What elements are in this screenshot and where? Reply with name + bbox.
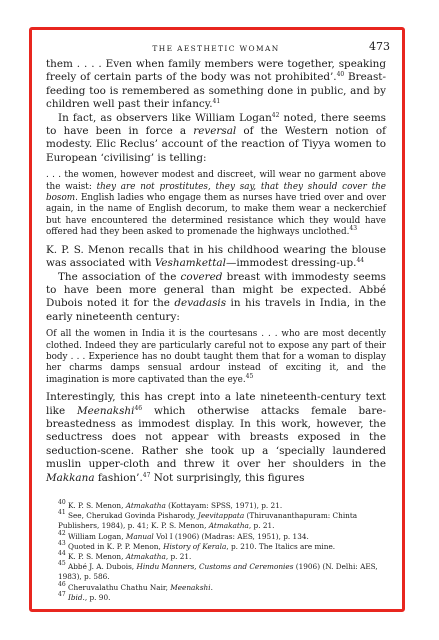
footnote-number: 43 — [58, 539, 66, 547]
text-run: Cheruvalathu Chathu Nair, — [65, 582, 171, 592]
footnote-number: 47 — [58, 590, 66, 598]
text-run: K. P. S. Menon recalls that in his childhood wearing the blouse was associated with — [46, 243, 386, 270]
footnote-number: 41 — [58, 509, 66, 517]
text-run: (Kottayam: SPSS, 1971), p. 21. — [165, 501, 283, 510]
text-run: The association of the — [58, 270, 181, 283]
italic-run: History of Kerala — [163, 541, 227, 551]
footnote-46 — [46, 580, 386, 593]
footnote-ref[interactable]: 41 — [212, 98, 221, 106]
italic-run: Veshamkettal — [154, 257, 226, 270]
italic-run: Jeevitappata — [197, 511, 245, 521]
text-run: K. P. S. Menon, — [65, 501, 126, 510]
italic-run: reversal — [193, 125, 237, 138]
italic-run: Atmakatha — [125, 501, 166, 510]
text-run: fashion’. — [94, 471, 143, 484]
page-header — [46, 38, 390, 58]
text-run: breast with immodesty seems to have been more general than might be expected. Abbé Dubois noted it for the — [46, 270, 386, 310]
text-run: —immodest dressing-up. — [225, 257, 357, 270]
text-run: (Thiruvananthapuram: Chinta Publishers, 1984), p. 41; K. P. S. Menon, — [58, 511, 358, 531]
page-content — [46, 38, 390, 603]
text-run: Breast-feeding too is remembered as something done in public, and by children well past their infancy. — [46, 71, 386, 111]
footnote-number: 42 — [58, 529, 66, 537]
footnote-ref[interactable]: 44 — [356, 257, 365, 265]
footnote-ref[interactable]: 46 — [134, 404, 143, 412]
text-run: (1906) (N. Delhi: AES, 1983), p. 586. — [58, 562, 378, 582]
text-run: . English ladies who engage them as nurses have tried over and over again, in the name of English decorum, to make them wear a neckerchief but have encountered the determined resistance which they would have offered had they been asked to promenade the highways unclothed. — [46, 193, 386, 238]
footnote-47 — [46, 590, 386, 603]
italic-run: Ibid — [67, 592, 83, 602]
running-head: THE AESTHETIC WOMAN — [152, 44, 280, 53]
footnote-number: 45 — [58, 560, 66, 568]
footnote-42 — [46, 529, 386, 542]
italic-run: Atmakatha — [208, 521, 249, 531]
italic-run: covered — [180, 270, 223, 283]
italic-run: Meenakshi — [76, 404, 135, 417]
footnote-ref[interactable]: 42 — [271, 111, 280, 119]
text-run: , p. 21. — [248, 521, 275, 531]
footnote-number: 44 — [58, 550, 66, 558]
text-run: . — [210, 582, 213, 592]
text-run: of the Western notion of modesty. Elic Reclus’ account of the reaction of Tiyya women to European ‘civilising’ is telling: — [46, 125, 386, 164]
text-run: See, Cherukad Govinda Pisharody, — [65, 511, 198, 521]
paragraph-2 — [46, 112, 386, 166]
footnote-40 — [46, 501, 386, 511]
paragraph-5 — [46, 391, 386, 485]
footnote-ref[interactable]: 47 — [142, 471, 151, 479]
page-frame — [29, 27, 405, 612]
italic-run: Atmakatha — [125, 552, 166, 562]
text-run: ., p. 90. — [82, 592, 111, 602]
text-run: Of all the women in India it is the courtesans . . . who are most decently clothed. Indeed they are particularly careful not to expose any part of their body . . . Experience has no doubt taught them that for a woman to display her charms damps sensual ardour instead of exciting it, and the imagination is more captivated than the eye. — [46, 329, 386, 385]
block-quote-2 — [46, 329, 386, 386]
italic-run: Manual — [125, 531, 154, 541]
italic-run: Makkana — [46, 471, 95, 484]
text-run: , p. 210. The Italics are mine. — [226, 541, 336, 551]
italic-run: Hindu Manners, Customs and Ceremonies — [136, 562, 294, 572]
page-number: 473 — [369, 40, 390, 53]
footnotes — [46, 501, 386, 603]
text-run: William Logan, — [65, 531, 126, 541]
footnote-45 — [46, 562, 386, 582]
text-run: In fact, as observers like William Logan — [58, 111, 272, 124]
text-run: Quoted in K. P. P. Menon, — [65, 541, 164, 551]
text-run: , p. 21. — [165, 552, 192, 562]
text-run: Vol I (1906) (Madras: AES, 1951), p. 134. — [153, 531, 309, 541]
paragraph-3 — [46, 244, 386, 271]
text-run: noted, there seems to have been in force a — [46, 111, 387, 138]
text-run: them . . . . Even when family members were together, speaking freely of certain parts of the body was not prohibited’. — [46, 58, 386, 84]
text-run: which otherwise attacks female bare-breastedness as immodest display. In this work, however, the seductress does not appear with breasts exposed in the seduction-scene. Rather she took up a ‘specially laundered muslin upper-cloth and threw it over her shoulders in the — [46, 404, 386, 471]
text-run: Not surprisingly, this figures — [150, 471, 305, 484]
footnote-ref[interactable]: 45 — [245, 372, 254, 380]
paragraph-1 — [46, 58, 386, 112]
footnote-number: 40 — [58, 499, 66, 506]
footnote-43 — [46, 539, 386, 552]
footnote-44 — [46, 552, 386, 562]
text-run: . . . the women, however modest and discreet, will wear no garment above the waist: — [46, 170, 386, 192]
italic-run: devadasis — [174, 297, 227, 310]
italic-run: Meenakshi — [170, 582, 211, 592]
footnote-number: 46 — [58, 580, 66, 588]
text-run: Abbé J. A. Dubois, — [65, 562, 137, 572]
footnote-41 — [46, 511, 386, 531]
footnote-ref[interactable]: 40 — [336, 71, 345, 79]
block-quote-1 — [46, 170, 386, 238]
text-run: Interestingly, this has crept into a late nineteenth-century text like — [46, 391, 386, 417]
text-run: in his travels in India, in the early nineteenth century: — [46, 297, 386, 323]
footnote-ref[interactable]: 43 — [349, 225, 358, 233]
text-run: K. P. S. Menon, — [65, 552, 126, 562]
italic-run: they are not prostitutes, they say, that they should cover the bosom — [46, 181, 386, 204]
paragraph-4 — [46, 271, 386, 325]
